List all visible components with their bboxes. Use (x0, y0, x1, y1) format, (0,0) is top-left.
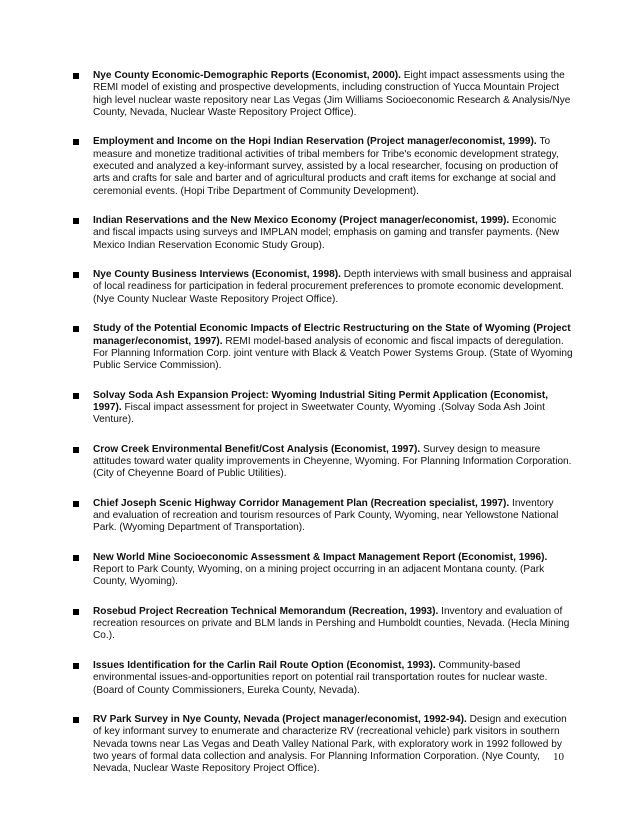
entry-body: Depth interviews with small business and appraisal of local readiness for participation in federal procurement preferences to promote economic development. (Nye County Nuclear Waste Repository Project Office). (93, 269, 572, 305)
square-bullet-icon (73, 326, 79, 332)
entry-body: Design and execution of key informant survey to enumerate and characterize RV (recreational vehicle) park visitors in southern Nevada towns near Las Vegas and Death Valley National Park, with exploratory work in 1992 followed by two years of formal data collection and analysis. For Planning Information Corporation. (Nye County, Nevada, Nuclear Waste Repository Project Office). (93, 714, 567, 775)
entry-title: New World Mine Socioeconomic Assessment & Impact Management Report (Economist, 1996). (93, 551, 548, 563)
list-item (73, 714, 573, 775)
square-bullet-icon (73, 609, 79, 615)
entry-title: Nye County Economic-Demographic Reports (Economist, 2000). (93, 70, 404, 81)
square-bullet-icon (73, 663, 79, 669)
square-bullet-icon (73, 555, 79, 561)
list-item (73, 660, 573, 697)
entry-body: Report to Park County, Wyoming, on a mining project occurring in an adjacent Montana county. (Park County, Wyoming). (93, 564, 545, 588)
list-item (73, 444, 573, 481)
entry-body: Economic and fiscal impacts using surveys and IMPLAN model; emphasis on gaming and transfer payments. (New Mexico Indian Reservation Economic Study Group). (93, 215, 560, 251)
list-item (73, 390, 573, 427)
entry-body: Community-based environmental issues-and-opportunities report on potential rail transportation routes for nuclear waste. (Board of County Commissioners, Eureka County, Nevada). (93, 659, 548, 696)
entry-title: Study of the Potential Economic Impacts of Electric Restructuring on the State of Wyoming (Project manager/economist, 1997). (93, 323, 571, 347)
entry-title: Crow Creek Environmental Benefit/Cost Analysis (Economist, 1997). (93, 443, 424, 455)
list-item (73, 215, 573, 252)
square-bullet-icon (73, 717, 79, 723)
entry-body: REMI model-based analysis of economic and fiscal impacts of deregulation. For Planning Information Corp. joint venture with Black & Veatch Power Systems Group. (State of Wyoming Public Service Commission). (93, 335, 573, 372)
list-item (73, 136, 573, 197)
list-item (73, 269, 573, 306)
page-number: 10 (553, 751, 564, 763)
list-item (73, 323, 573, 372)
list-item (73, 498, 573, 535)
list-item (73, 552, 573, 589)
entry-body: To measure and monetize traditional activities of tribal members for Tribe's economic development strategy, executed and analyzed a key-informant survey, assisted by a local researcher, focusing on production of arts and crafts for sale and barter and of agricultural products and craft items for exchange at social and ceremonial events. (Hopi Tribe Department of Community Development). (93, 136, 559, 197)
entry-body: Survey design to measure attitudes toward water quality improvements in Cheyenne, Wyoming. For Planning Information Corporation. (City of Cheyenne Board of Public Utilities). (93, 443, 572, 480)
project-list (73, 70, 573, 793)
entry-title: Chief Joseph Scenic Highway Corridor Management Plan (Recreation specialist, 1997). (93, 497, 513, 509)
square-bullet-icon (73, 139, 79, 145)
entry-title: Rosebud Project Recreation Technical Memorandum (Recreation, 1993). (93, 605, 442, 617)
entry-body: Fiscal impact assessment for project in Sweetwater County, Wyoming .(Solvay Soda Ash Joint Venture). (93, 401, 545, 426)
list-item (73, 606, 573, 643)
entry-title: Issues Identification for the Carlin Rail Route Option (Economist, 1993). (93, 659, 439, 671)
square-bullet-icon (73, 73, 79, 79)
entry-title: Indian Reservations and the New Mexico Economy (Project manager/economist, 1999). (93, 215, 513, 227)
entry-title: RV Park Survey in Nye County, Nevada (Project manager/economist, 1992-94). (93, 714, 470, 726)
square-bullet-icon (73, 501, 79, 507)
square-bullet-icon (73, 272, 79, 278)
square-bullet-icon (73, 393, 79, 399)
square-bullet-icon (73, 447, 79, 453)
entry-title: Nye County Business Interviews (Economist, 1998). (93, 269, 344, 281)
entry-body: Inventory and evaluation of recreation and tourism resources of Park County, Wyoming, near Yellowstone National Park. (Wyoming Department of Transportation). (93, 497, 559, 534)
entry-title: Employment and Income on the Hopi Indian Reservation (Project manager/economist, 1999). (93, 136, 540, 148)
list-item (73, 70, 573, 119)
square-bullet-icon (73, 218, 79, 224)
entry-body: Eight impact assessments using the REMI model of existing and prospective developments, including construction of Yucca Mountain Project high level nuclear waste repository near Las Vegas (Jim Williams Socioeconomic Research & Analysis/Nye County, Nevada, Nuclear Waste Repository Project Office). (93, 70, 571, 118)
entry-body: Inventory and evaluation of recreation resources on private and BLM lands in Pershing and Humboldt counties, Nevada. (Hecla Mining Co.). (93, 605, 570, 642)
entry-title: Solvay Soda Ash Expansion Project: Wyoming Industrial Siting Permit Application (Economist, 1997). (93, 389, 549, 413)
